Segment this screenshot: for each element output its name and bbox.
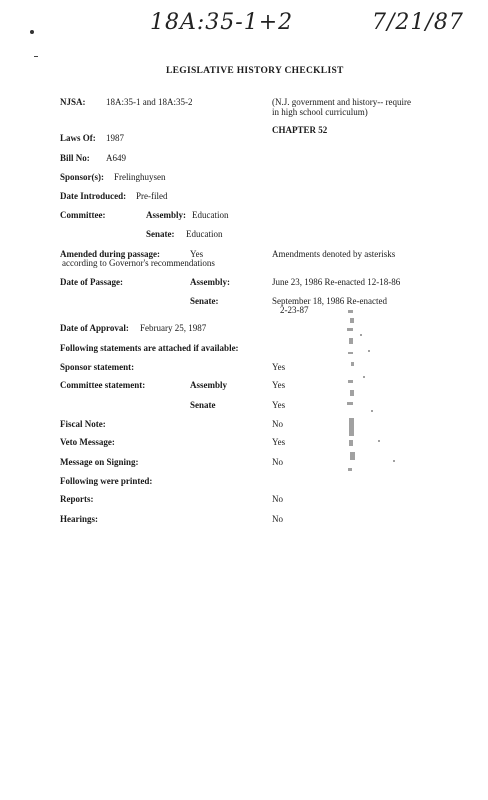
njsa-note-line1: (N.J. government and history-- require [272, 97, 411, 107]
sponsor-value: Frelinghuysen [114, 172, 166, 182]
committee-statement-assembly-value: Yes [272, 380, 286, 390]
veto-message-label: Veto Message: [60, 437, 115, 447]
njsa-label: NJSA: [60, 97, 86, 107]
bill-no-value: A649 [106, 153, 126, 163]
page-title: LEGISLATIVE HISTORY CHECKLIST [166, 66, 344, 76]
laws-of-label: Laws Of: [60, 133, 96, 143]
amended-label: Amended during passage: [60, 249, 161, 259]
passage-senate-label: Senate: [190, 296, 219, 306]
amended-note: Amendments denoted by asterisks [272, 249, 396, 259]
approval-label: Date of Approval: [60, 323, 129, 333]
committee-statement-assembly-label: Assembly [190, 380, 228, 390]
scan-speck [30, 30, 34, 34]
committee-label: Committee: [60, 210, 106, 220]
njsa-note-line2: in high school curriculum) [272, 107, 368, 117]
laws-of-value: 1987 [106, 133, 124, 143]
passage-senate-value2: 2-23-87 [280, 305, 309, 315]
njsa-value: 18A:35-1 and 18A:35-2 [106, 97, 193, 107]
reports-value: No [272, 494, 283, 504]
sponsor-statement-label: Sponsor statement: [60, 362, 135, 372]
hearings-value: No [272, 514, 283, 524]
passage-senate-value: September 18, 1986 Re-enacted [272, 296, 387, 306]
date-introduced-value: Pre-filed [136, 191, 168, 201]
passage-label: Date of Passage: [60, 277, 123, 287]
amended-sub: according to Governor's recommendations [62, 258, 215, 268]
reports-label: Reports: [60, 494, 94, 504]
committee-statement-label: Committee statement: [60, 380, 146, 390]
message-on-signing-value: No [272, 457, 283, 467]
bill-no-label: Bill No: [60, 153, 90, 163]
scan-speck [34, 56, 38, 57]
hearings-label: Hearings: [60, 514, 98, 524]
library-stamp-mark [338, 290, 408, 490]
passage-assembly-label: Assembly: [190, 277, 230, 287]
amended-value: Yes [190, 249, 204, 259]
committee-senate-label: Senate: [146, 229, 175, 239]
sponsor-statement-value: Yes [272, 362, 286, 372]
committee-senate-value: Education [186, 229, 223, 239]
message-on-signing-label: Message on Signing: [60, 457, 139, 467]
committee-statement-senate-value: Yes [272, 400, 286, 410]
veto-message-value: Yes [272, 437, 286, 447]
chapter: CHAPTER 52 [272, 125, 328, 135]
committee-statement-senate-label: Senate [190, 400, 216, 410]
fiscal-note-value: No [272, 419, 283, 429]
handwritten-citation: 18A:35-1+2 [150, 10, 294, 35]
statements-header: Following statements are attached if available: [60, 343, 239, 353]
committee-assembly-value: Education [192, 210, 229, 220]
sponsor-label: Sponsor(s): [60, 172, 105, 182]
handwritten-date: 7/21/87 [372, 10, 464, 35]
passage-assembly-value: June 23, 1986 Re-enacted 12-18-86 [272, 277, 401, 287]
date-introduced-label: Date Introduced: [60, 191, 127, 201]
fiscal-note-label: Fiscal Note: [60, 419, 106, 429]
approval-value: February 25, 1987 [140, 323, 207, 333]
committee-assembly-label: Assembly: [146, 210, 186, 220]
printed-header: Following were printed: [60, 476, 153, 486]
